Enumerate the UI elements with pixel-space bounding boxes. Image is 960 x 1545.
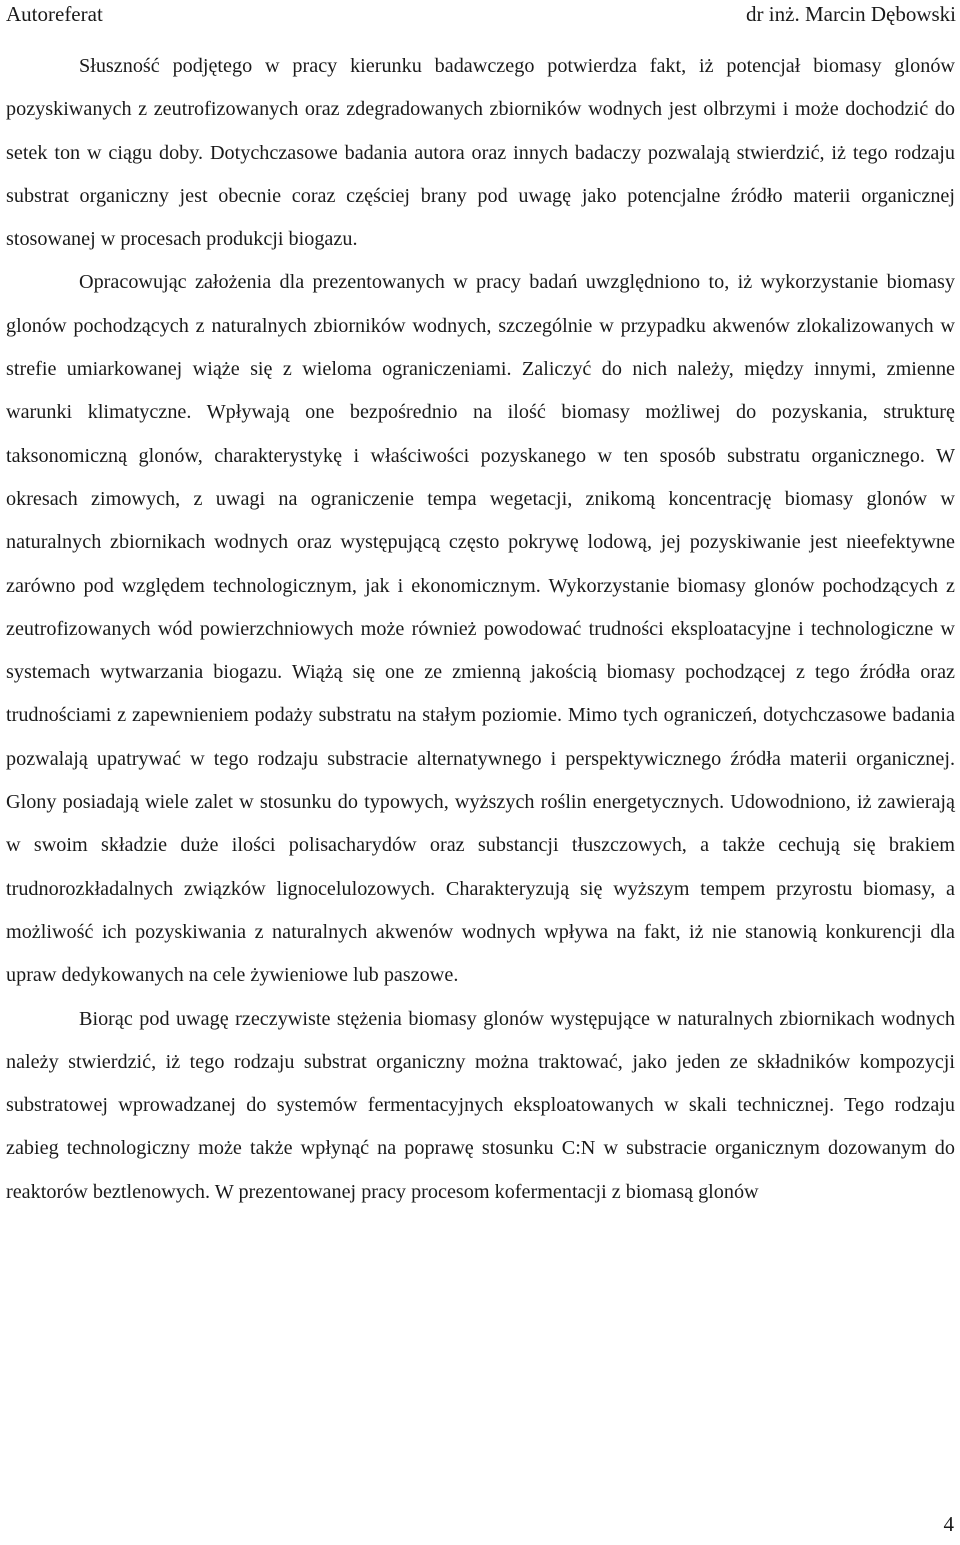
document-body [6, 45, 955, 1214]
page-header [0, 0, 960, 40]
page-number: 4 [943, 1512, 954, 1536]
paragraph-2: Opracowując założenia dla prezentowanych w pracy badań uwzględniono to, iż wykorzystanie biomasy glonów pochodzących z naturalnych zbiorników wodnych, szczególnie w przypadku akwenów zlokalizowanych w strefie umiarkowanej wiąże się z wieloma ograniczeniami. Zaliczyć do nich należy, między innymi, zmienne warunki klimatyczne. Wpływają one bezpośrednio na ilość biomasy możliwej do pozyskania, strukturę taksonomiczną glonów, charakterystykę i właściwości pozyskanego w ten sposób substratu organicznego. W okresach zimowych, z uwagi na ograniczenie tempa wegetacji, znikomą koncentrację biomasy glonów w naturalnych zbiornikach wodnych oraz występującą często pokrywę lodową, jej pozyskiwanie jest nieefektywne zarówno pod względem technologicznym, jak i ekonomicznym. Wykorzystanie biomasy glonów pochodzących z zeutrofizowanych wód powierzchniowych może również powodować trudności eksploatacyjne i technologiczne w systemach wytwarzania biogazu. Wiążą się one ze zmienną jakością biomasy pochodzącej z tego źródła oraz trudnościami z zapewnieniem podaży substratu na stałym poziomie. Mimo tych ograniczeń, dotychczasowe badania pozwalają upatrywać w tego rodzaju substracie alternatywnego i perspektywicznego źródła materii organicznej. Glony posiadają wiele zalet w stosunku do typowych, wyższych roślin energetycznych. Udowodniono, iż zawierają w swoim składzie duże ilości polisacharydów oraz substancji tłuszczowych, a także cechują się brakiem trudnorozkładalnych związków lignocelulozowych. Charakteryzują się wyższym tempem przyrostu biomasy, a możliwość ich pozyskiwania z naturalnych akwenów wodnych wpływa na fakt, iż nie stanowią konkurencji dla upraw dedykowanych na cele żywieniowe lub paszowe. [6, 271, 955, 987]
header-document-type: Autoreferat [6, 2, 103, 26]
paragraph-3: Biorąc pod uwagę rzeczywiste stężenia biomasy glonów występujące w naturalnych zbiornikach wodnych należy stwierdzić, iż tego rodzaju substrat organiczny można traktować, jako jeden ze składników kompozycji substratowej wprowadzanej do systemów fermentacyjnych eksploatowanych w skali technicznej. Tego rodzaju zabieg technologiczny może także wpłynąć na poprawę stosunku C:N w substracie organicznym dozowanym do reaktorów beztlenowych. W prezentowanej pracy procesom kofermentacji z biomasą glonów [6, 1007, 955, 1203]
paragraph-1: Słuszność podjętego w pracy kierunku badawczego potwierdza fakt, iż potencjał biomasy glonów pozyskiwanych z zeutrofizowanych oraz zdegradowanych zbiorników wodnych jest olbrzymi i może dochodzić do setek ton w ciągu doby. Dotychczasowe badania autora oraz innych badaczy pozwalają stwierdzić, iż tego rodzaju substrat organiczny jest obecnie coraz częściej brany pod uwagę jako potencjalne źródło materii organicznej stosowanej w procesach produkcji biogazu. [6, 55, 955, 251]
header-author: dr inż. Marcin Dębowski [746, 2, 956, 26]
